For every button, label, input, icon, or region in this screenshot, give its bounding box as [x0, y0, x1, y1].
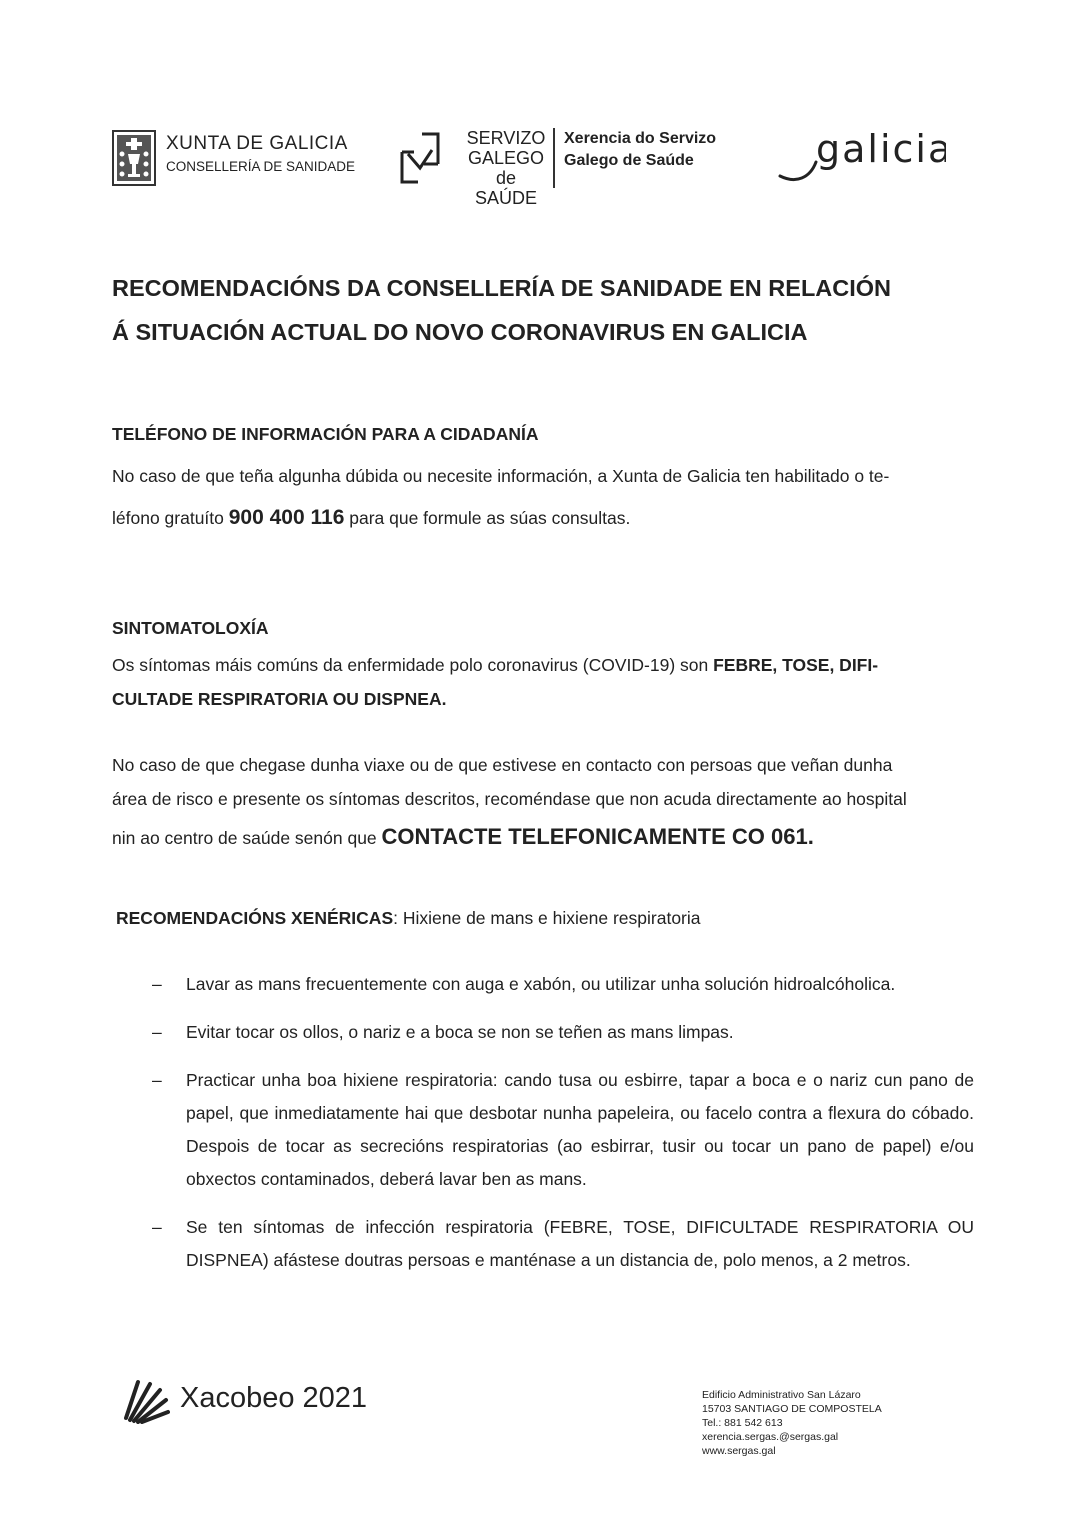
telefono-paragraph	[112, 455, 982, 539]
telefono-line-1: No caso de que teña algunha dúbida ou necesite información, a Xunta de Galicia ten habilitado o te-	[112, 466, 890, 486]
bullet-dash: –	[152, 1070, 162, 1090]
logo-divider	[553, 128, 555, 188]
contacto-text: nin ao centro de saúde senón que	[112, 828, 382, 848]
xunta-logo-text	[166, 133, 355, 175]
galicia-logo	[776, 118, 946, 190]
contacto-line-2: área de risco e presente os síntomas descritos, recoméndase que non acuda directamente ao hospital	[112, 789, 907, 809]
xerencia-line-2: Galego de Saúde	[564, 152, 694, 169]
xerencia-line-1: Xerencia do Servizo	[564, 130, 717, 147]
xunta-consellaria: CONSELLERÍA DE SANIDADE	[166, 159, 356, 174]
contacto-line-1: No caso de que chegase dunha viaxe ou de que estivese en contacto con persoas que veñan dunha	[112, 755, 893, 775]
list-item-text: Se ten síntomas de infección respiratoria (FEBRE, TOSE, DIFICULTADE RESPIRATORIA OU DISPNEA) afástese doutras persoas e manténase a un distancia de, polo menos, a 2 metros.	[186, 1217, 974, 1270]
page-title	[112, 266, 982, 354]
sintomatoloxia-heading: SINTOMATOLOXÍA	[112, 618, 269, 638]
galicia-logo-text: galicia	[816, 127, 946, 171]
telefono-text-a: léfono gratuíto	[112, 508, 229, 528]
xacobeo-shell-icon	[120, 1376, 170, 1424]
recomendacions-heading-line	[116, 898, 701, 938]
bullet-dash: –	[152, 974, 162, 994]
xunta-crest-icon	[112, 130, 156, 186]
list-item	[152, 1064, 974, 1196]
sergas-line-3: de SAÚDE	[474, 168, 537, 208]
list-item-text: Lavar as mans frecuentemente con auga e xabón, ou utilizar unha solución hidroalcóholica.	[186, 974, 896, 994]
telefono-text-b: para que formule as súas consultas.	[344, 508, 631, 528]
sintomas-bold-2: CULTADE RESPIRATORIA OU DISPNEA.	[112, 689, 447, 709]
list-item	[152, 1211, 974, 1277]
address-website: www.sergas.gal	[702, 1445, 776, 1457]
phone-number: 900 400 116	[228, 506, 345, 529]
recomendacions-list	[152, 968, 974, 1292]
address-line: Edificio Administrativo San Lázaro	[702, 1389, 861, 1401]
contacto-061: CONTACTE TELEFONICAMENTE CO 061.	[381, 824, 814, 849]
address-line: 15703 SANTIAGO DE COMPOSTELA	[702, 1403, 882, 1415]
list-item-text: Practicar unha boa hixiene respiratoria: cando tusa ou esbirre, tapar a boca e o nariz cun pano de papel, que inmediatamente hai que desbotar nunha papeleira, ou facelo contra a flexura do cóbado. Despois de tocar as secrecións respiratorias (ao esbirrar, tusir ou tocar un pano de papel) e/ou obxectos contaminados, deberá lavar ben as mans.	[186, 1070, 974, 1189]
list-item-text: Evitar tocar os ollos, o nariz e a boca se non se teñen as mans limpas.	[186, 1022, 734, 1042]
recomendacions-heading: RECOMENDACIÓNS XENÉRICAS	[116, 908, 394, 928]
contacto-paragraph	[112, 748, 982, 855]
bullet-dash: –	[152, 1022, 162, 1042]
footer-address	[702, 1388, 882, 1458]
sergas-line-1: SERVIZO	[466, 128, 546, 148]
sintomas-paragraph	[112, 648, 982, 716]
sintomas-text: Os síntomas máis comúns da enfermidade polo coronavirus (COVID-19) son	[112, 655, 714, 675]
telefono-heading: TELÉFONO DE INFORMACIÓN PARA A CIDADANÍA	[112, 424, 539, 444]
telefono-line-2	[112, 497, 982, 539]
contacto-line-3	[112, 820, 982, 855]
list-item	[152, 1016, 974, 1049]
sergas-logo-text	[466, 128, 546, 208]
xerencia-text	[564, 128, 716, 172]
address-email: xerencia.sergas.@sergas.gal	[702, 1431, 839, 1443]
sintomas-line-2	[112, 682, 982, 716]
sergas-line-2: GALEGO	[467, 148, 545, 168]
recomendacions-subtitle: : Hixiene de mans e hixiene respiratoria	[393, 908, 701, 928]
bullet-dash: –	[152, 1217, 162, 1237]
address-phone: Tel.: 881 542 613	[702, 1417, 783, 1429]
title-line-1: RECOMENDACIÓNS DA CONSELLERÍA DE SANIDADE EN RELACIÓN	[112, 275, 892, 301]
list-item	[152, 968, 974, 1001]
title-line-2: Á SITUACIÓN ACTUAL DO NOVO CORONAVIRUS EN GALICIA	[112, 319, 808, 345]
xacobeo-logo-text: Xacobeo 2021	[180, 1382, 368, 1414]
sintomas-bold-1: FEBRE, TOSE, DIFI-	[713, 655, 879, 675]
sergas-cross-icon	[398, 130, 442, 186]
xunta-name: XUNTA DE GALICIA	[166, 133, 348, 154]
sintomas-line-1	[112, 648, 982, 682]
